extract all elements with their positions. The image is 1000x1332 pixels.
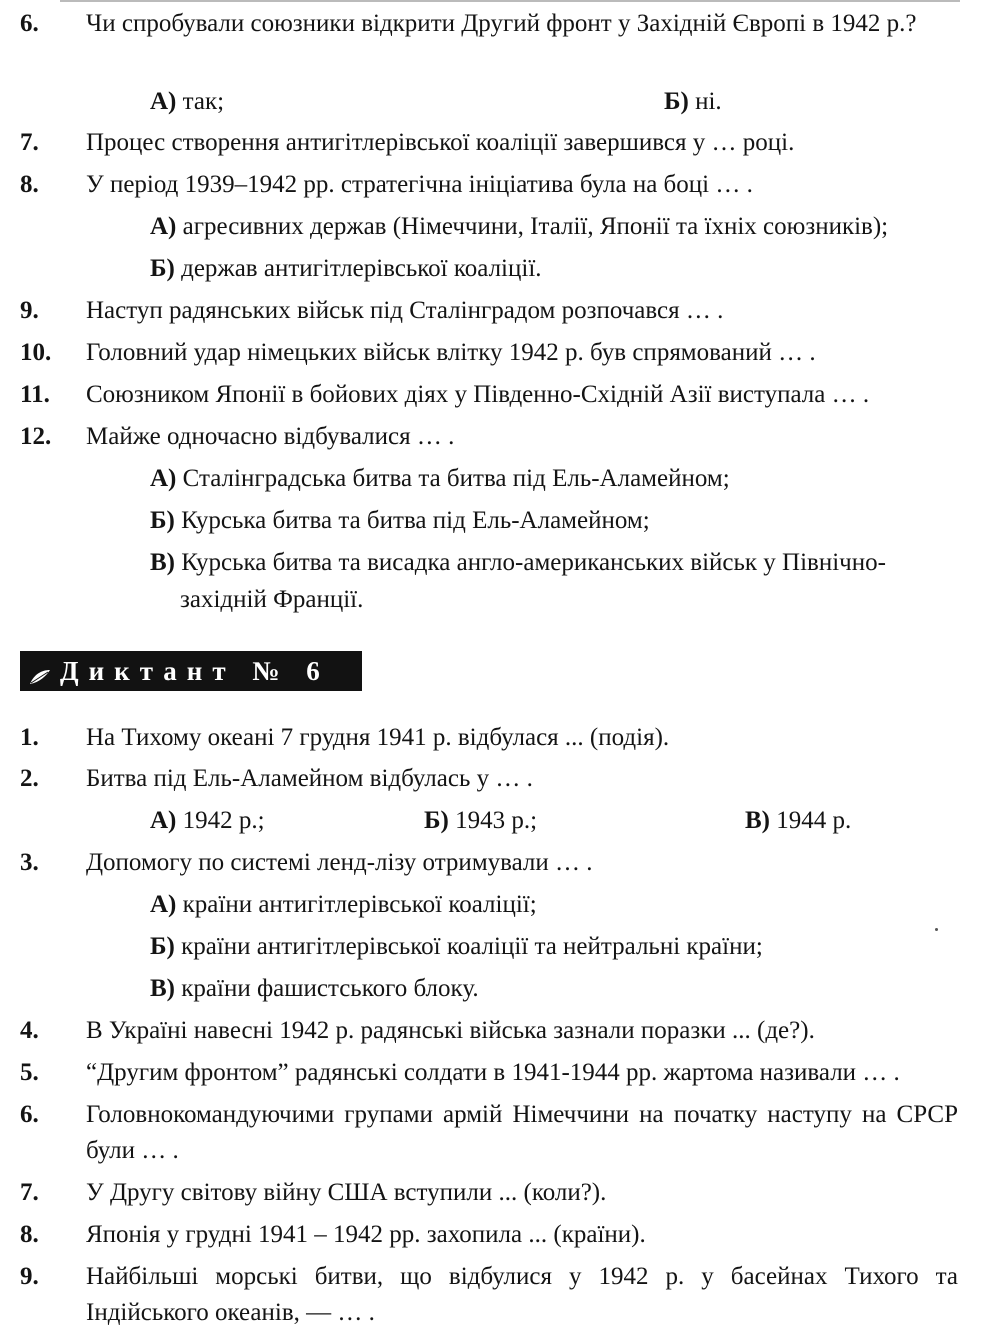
question-number: 7. xyxy=(20,129,39,156)
question-number: 6. xyxy=(20,10,39,37)
question-text: Головнокомандуючими групами армій Німеччини на початку наступу на СРСР були … . xyxy=(86,1101,958,1164)
question-number: 1. xyxy=(20,724,39,751)
question-text: Наступ радянських військ під Сталінградом розпочався … . xyxy=(86,297,724,324)
question-number: 11. xyxy=(20,381,50,408)
question-text: Майже одночасно відбувалися … . xyxy=(86,423,455,450)
question-text: Союзником Японії в бойових діях у Південно-Східній Азії виступала … . xyxy=(86,381,870,408)
section-title: Диктант № 6 xyxy=(60,656,330,686)
option-b: Б) країни антигітлерівської коаліції та нейтральні країни; xyxy=(150,933,763,960)
question-number: 12. xyxy=(20,423,52,450)
option-a: А) 1942 р.; xyxy=(150,807,265,834)
option-c: В) Курська битва та висадка англо-американських військ у Північно- xyxy=(150,549,886,576)
question-number: 9. xyxy=(20,1263,39,1290)
option-c: В) країни фашистського блоку. xyxy=(150,975,479,1002)
question-number: 7. xyxy=(20,1179,39,1206)
option-b: Б) 1943 р.; xyxy=(424,807,538,834)
question-text: Найбільші морські битви, що відбулися у 1942 р. у басейнах Тихого та Індійського океанів, — … . xyxy=(86,1263,958,1326)
option-a: А) так; xyxy=(150,88,225,115)
option-c-continuation: західній Франції. xyxy=(180,586,364,613)
question-text: У період 1939–1942 рр. стратегічна ініціатива була на боці … . xyxy=(86,171,753,198)
question-text: В Україні навесні 1942 р. радянські війська зазнали поразки ... (де?). xyxy=(86,1017,815,1044)
top-border-line xyxy=(60,0,960,2)
section-header xyxy=(20,651,362,691)
question-number: 8. xyxy=(20,1221,39,1248)
question-number: 8. xyxy=(20,171,39,198)
question-number: 9. xyxy=(20,297,39,324)
question-text: Чи спробували союзники відкрити Другий фронт у Західній Європі в 1942 р.? xyxy=(86,10,917,37)
option-b: Б) держав антигітлерівської коаліції. xyxy=(150,255,542,282)
option-b: Б) ні. xyxy=(664,88,722,115)
question-text: “Другим фронтом” радянські солдати в 1941-1944 рр. жартома називали … . xyxy=(86,1059,900,1086)
question-text: Процес створення антигітлерівської коаліції завершився у … році. xyxy=(86,129,795,156)
question-number: 5. xyxy=(20,1059,39,1086)
question-number: 6. xyxy=(20,1101,39,1128)
question-text: На Тихому океані 7 грудня 1941 р. відбулася ... (подія). xyxy=(86,724,670,751)
question-text: Битва під Ель-Аламейном відбулась у … . xyxy=(86,765,533,792)
question-text: У Другу світову війну США вступили ... (коли?). xyxy=(86,1179,607,1206)
option-c: В) 1944 р. xyxy=(745,807,852,834)
question-text: Японія у грудні 1941 – 1942 рр. захопила ... (країни). xyxy=(86,1221,646,1248)
question-number: 3. xyxy=(20,849,39,876)
leaf-icon xyxy=(28,661,52,697)
option-b: Б) Курська битва та битва під Ель-Аламейном; xyxy=(150,507,650,534)
question-number: 10. xyxy=(20,339,52,366)
scan-speck xyxy=(935,928,938,931)
question-number: 4. xyxy=(20,1017,39,1044)
option-a: А) Сталінградська битва та битва під Ель-Аламейном; xyxy=(150,465,730,492)
question-number: 2. xyxy=(20,765,39,792)
option-a: А) країни антигітлерівської коаліції; xyxy=(150,891,537,918)
option-a: А) агресивних держав (Німеччини, Італії, Японії та їхніх союзників); xyxy=(150,213,889,240)
question-text: Допомогу по системі ленд-лізу отримували … . xyxy=(86,849,593,876)
question-text: Головний удар німецьких військ влітку 1942 р. був спрямований … . xyxy=(86,339,816,366)
